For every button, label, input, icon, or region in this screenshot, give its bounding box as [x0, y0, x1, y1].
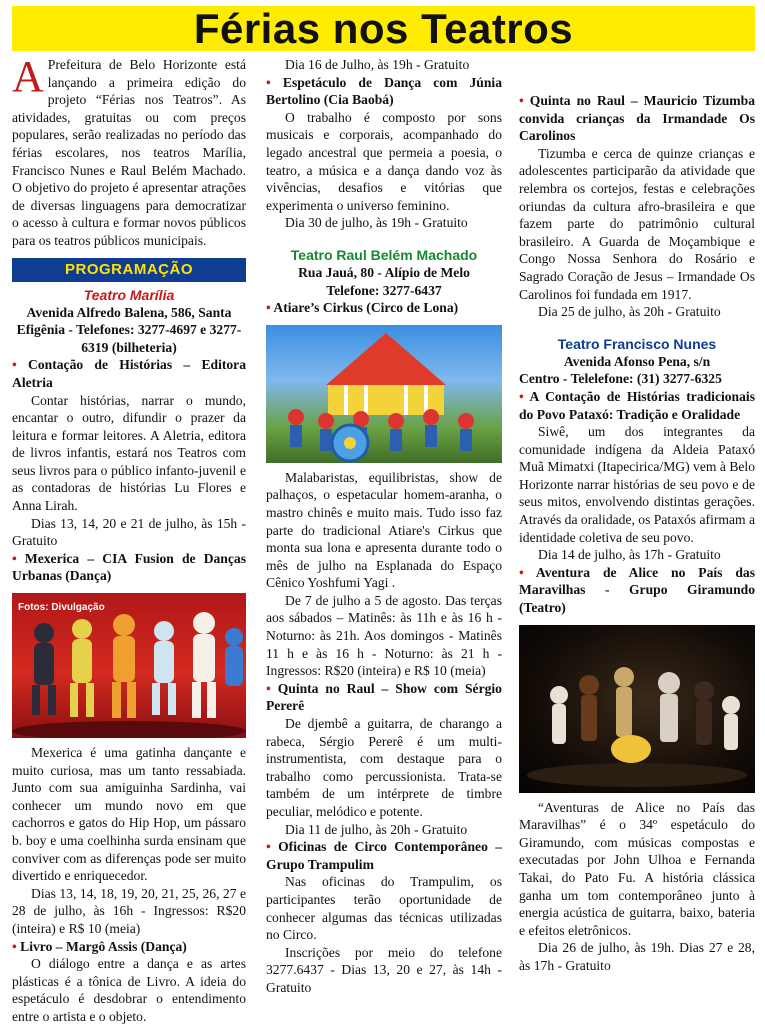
dancers-illustration: [12, 593, 246, 738]
event-date: Dias 13, 14, 18, 19, 20, 21, 25, 26, 27 e 28 de julho, às 16h - Ingressos: R$20 (inteira) e R$ 10 (meia): [12, 885, 246, 936]
event-date: Dia 14 de julho, às 17h - Gratuito: [538, 547, 721, 563]
event-title: • Livro – Margô Assis (Dança): [12, 938, 187, 954]
event-date: Inscrições por meio do telefone 3277.6437 - Dias 13, 20 e 27, às 14h - Gratuito: [266, 944, 502, 995]
column-1: [12, 52, 246, 1026]
event-date: Dia 16 de Julho, às 19h - Gratuito: [285, 57, 470, 72]
venue-raul-address: Rua Jauá, 80 - Alípio de Melo: [298, 264, 470, 280]
event-text: Tizumba e cerca de quinze crianças e adolescentes participarão da atividade que relembra os cortejos, festas e celebrações oriundas da cultura afro-brasileira e que fazem parte do patrimônio cultural brasileiro. A Guarda de Moçambique e Congo Nossa Senhora do Rosário e Sagrado Coração de Jesus – Irmandade Os Carolinos foi fundada em 1917.: [519, 145, 755, 302]
venue-francisco-title: Teatro Francisco Nunes: [557, 335, 717, 352]
event-title: • Contação de Histórias – Editora Aletria: [12, 357, 246, 390]
event-title: • Quinta no Raul – Mauricio Tizumba convida crianças da Irmandade Os Carolinos: [519, 93, 755, 144]
event-title: • Oficinas de Circo Contemporâneo – Grupo Trampulim: [266, 839, 502, 872]
event-title: • Mexerica – CIA Fusion de Danças Urbanas (Dança): [12, 550, 246, 584]
event-text: Malabaristas, equilibristas, show de palhaços, o espetacular homem-aranha, o mastro chinês e muito mais. Tudo isso faz parte do tradicional Atiare's Cirkus que monta sua lona e apresenta durante todo o mês de julho na Esplanada do Espaço Cênico Yoshfumi Yagi .: [266, 469, 502, 591]
event-title: • Quinta no Raul – Show com Sérgio Pererê: [266, 680, 502, 714]
venue-raul-phone: Telefone: 3277-6437: [326, 282, 442, 298]
drop-cap: A: [12, 52, 44, 101]
event-text: Mexerica é uma gatinha dançante e muito curiosa, mas um tanto ressabiada. Junto com sua amiguinha Sardinha, vai conhecer um mundo novo em que cachorros e gatos do Hip Hop, um pássaro b. boy e uma coelhinha surda ensinam que conviver com as diferenças pode ser muito divertido e enriquecedor.: [12, 745, 246, 884]
venue-francisco-phone: Centro - Telelefone: (31) 3277-6325: [519, 371, 722, 387]
event-date: Dia 26 de julho, às 19h. Dias 27 e 28, às 17h - Gratuito: [519, 940, 755, 973]
mexerica-photo: [12, 593, 246, 738]
event-text: O diálogo entre a dança e as artes plásticas é a tônica de Livro. A ideia do espetáculo é desdobrar o entendimento entre o artista e o objeto.: [12, 956, 246, 1024]
event-title: • Aventura de Alice no País das Maravilhas - Grupo Giramundo (Teatro): [519, 564, 755, 616]
event-date: Dias 13, 14, 20 e 21 de julho, às 15h - Gratuito: [12, 515, 246, 549]
event-text: Nas oficinas do Trampulim, os participantes terão oportunidade de conhecer algumas das técnicas utilizadas no Circo.: [266, 874, 502, 943]
event-text: De djembê a guitarra, de charango a rabeca, Sérgio Pererê é um multi-instrumentista, com destaque para o trabalho como percussionista. Trata-se também de um intérprete de timbre peculiar, melódico e potente.: [266, 716, 502, 819]
column-2: [266, 56, 502, 997]
event-title: • A Contação de Histórias tradicionais do Povo Pataxó: Tradição e Oralidade: [519, 388, 755, 422]
venue-marilia-address: Avenida Alfredo Balena, 586, Santa Efigênia - Telefones: 3277-4697 e 3277-6319 (bilheteria): [16, 304, 242, 355]
event-date: Dia 30 de julho, às 19h - Gratuito: [285, 215, 468, 231]
title-banner: [12, 6, 755, 51]
photo-credit: Fotos: Divulgação: [18, 602, 105, 614]
venue-francisco-address: Avenida Afonso Pena, s/n: [563, 353, 711, 369]
circus-photo: [266, 325, 502, 463]
event-text: “Aventuras de Alice no País das Maravilhas” é o 34º espetáculo do Giramundo, com músicas compostas e executadas por John Ulhoa e Fernanda Takai, do Pato Fu. A história clássica ganha um tom contemporâneo junto à energia acústica de guitarra, baixo, bateria e efeitos eletrônicos.: [519, 799, 755, 938]
page-title: Férias nos Teatros: [193, 5, 574, 52]
puppets-illustration: [519, 625, 755, 793]
circus-illustration: [266, 325, 502, 463]
event-text: Contar histórias, narrar o mundo, encantar o outro, difundir o prazer da leitura e formar leitores. A Aletria, editora de livros infantis, estará nos Teatros com seus livros para o público infanto-juvenil e as contadoras de histórias Lu Flores e Anna Lirah.: [12, 392, 246, 514]
programacao-banner: PROGRAMAÇÃO: [12, 258, 246, 282]
event-date: Dia 11 de julho, às 20h - Gratuito: [285, 821, 468, 837]
alice-photo: [519, 625, 755, 793]
intro-paragraph: A Prefeitura de Belo Horizonte está lançando a primeira edição do projeto “Férias nos Teatros”. As atividades, gratuitas ou com preços populares, serão realizadas no período das férias escolares, nos teatros Marília, Francisco Nunes e Raul Belém Machado. O objetivo do projeto é apresentar atrações de diversas linguagens para democratizar o acesso à cultura e formar novos públicos para os teatros públicos municipais.: [12, 52, 246, 248]
event-text: O trabalho é composto por sons musicais e corporais, acompanhado do legado ancestral que permeia a poesia, o teatro, a música e a dança dando voz às vivências, desafios e vitórias que experimenta o universo feminino.: [266, 109, 502, 213]
venue-marilia-title: Teatro Marília: [83, 286, 175, 303]
event-date: De 7 de julho a 5 de agosto. Das terças aos sábados – Matinês: às 11h e às 16 h - Noturno: às 21h. Aos domingos - Matinês 11 h e às 16 h - Noturno: às 21 h - Ingressos: R$20 (inteira) e R$ 10 (meia): [266, 592, 502, 679]
event-title: • Espetáculo de Dança com Júnia Bertolino (Cia Baobá): [266, 74, 502, 108]
column-3: [519, 92, 755, 975]
event-title: • Atiare’s Cirkus (Circo de Lona): [266, 300, 459, 316]
event-date: Dia 25 de julho, às 20h - Gratuito: [538, 304, 721, 320]
event-text: Siwê, um dos integrantes da comunidade indígena da Aldeia Pataxó Muã Mimatxi (Itapecirica/MG) vem à Belo Horizonte narrar histórias de seu povo e de seus mitos, envolvendo distintas gerações. Através da oralidade, os Pataxós afirmam a identidade coletiva de seu povo.: [519, 424, 755, 545]
venue-raul-title: Teatro Raul Belém Machado: [290, 246, 478, 263]
